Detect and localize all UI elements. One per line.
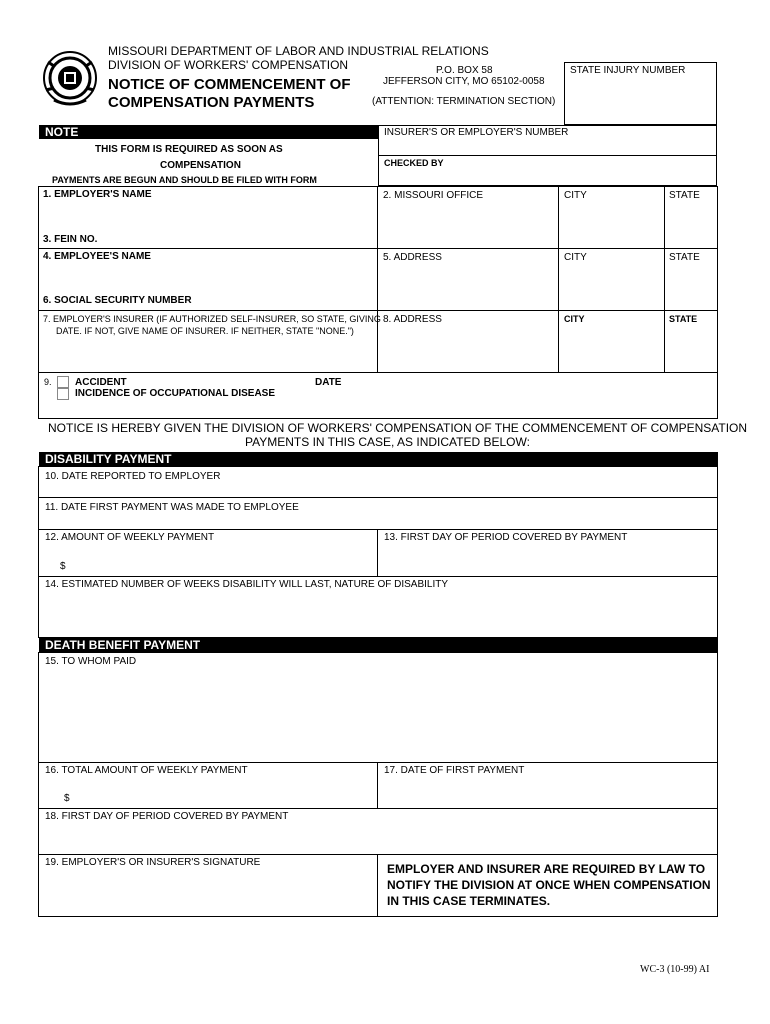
ssn-label: 6. SOCIAL SECURITY NUMBER bbox=[43, 295, 192, 306]
accident-checkbox[interactable] bbox=[57, 376, 69, 388]
checked-by-label: CHECKED BY bbox=[384, 158, 444, 168]
termination-warning-line1: EMPLOYER AND INSURER ARE REQUIRED BY LAW TO bbox=[387, 862, 706, 876]
disability-estimate-field[interactable] bbox=[45, 595, 705, 631]
department-name: MISSOURI DEPARTMENT OF LABOR AND INDUSTRIAL RELATIONS bbox=[108, 44, 489, 58]
insurer-label-line2: DATE. IF NOT, GIVE NAME OF INSURER. IF NEITHER, STATE "NONE.") bbox=[56, 326, 354, 336]
city-zip: JEFFERSON CITY, MO 65102-0058 bbox=[383, 76, 545, 87]
occupational-disease-checkbox[interactable] bbox=[57, 388, 69, 400]
signature-label: 19. EMPLOYER'S OR INSURER'S SIGNATURE bbox=[45, 857, 261, 868]
insurer-address-field[interactable] bbox=[383, 330, 553, 366]
period-first-day-label: 13. FIRST DAY OF PERIOD COVERED BY PAYMENT bbox=[384, 532, 628, 543]
disability-payment-header: DISABILITY PAYMENT bbox=[39, 452, 718, 467]
accident-label: ACCIDENT bbox=[75, 377, 127, 388]
note-line1: THIS FORM IS REQUIRED AS SOON AS bbox=[95, 144, 283, 155]
form-title-line2: COMPENSATION PAYMENTS bbox=[108, 94, 315, 111]
attention-note: (ATTENTION: TERMINATION SECTION) bbox=[372, 96, 556, 107]
employee-state-label: STATE bbox=[669, 252, 700, 263]
missouri-seal-icon bbox=[40, 50, 100, 106]
insurer-state-label: STATE bbox=[669, 314, 698, 324]
employee-address-field[interactable] bbox=[383, 268, 553, 304]
first-payment-label: 17. DATE OF FIRST PAYMENT bbox=[384, 765, 525, 776]
state-injury-number-label: STATE INJURY NUMBER bbox=[570, 65, 686, 76]
division-name: DIVISION OF WORKERS' COMPENSATION bbox=[108, 58, 349, 72]
insurer-field[interactable] bbox=[43, 342, 373, 368]
insurer-label-line1: 7. EMPLOYER'S INSURER (IF AUTHORIZED SELF-INSURER, SO STATE, GIVING bbox=[43, 314, 381, 324]
employee-name-label: 4. EMPLOYEE'S NAME bbox=[43, 251, 151, 262]
insurer-address-label: 8. ADDRESS bbox=[383, 314, 442, 325]
termination-warning-line2: NOTIFY THE DIVISION AT ONCE WHEN COMPENSATION bbox=[387, 878, 711, 892]
total-weekly-payment-field[interactable] bbox=[74, 792, 370, 804]
notice-line2: PAYMENTS IN THIS CASE, AS INDICATED BELOW: bbox=[245, 435, 530, 449]
first-payment-date-label: 11. DATE FIRST PAYMENT WAS MADE TO EMPLOYEE bbox=[45, 502, 299, 513]
termination-warning-line3: IN THIS CASE TERMINATES. bbox=[387, 894, 551, 908]
note-header: NOTE bbox=[39, 125, 378, 139]
date-reported-field[interactable] bbox=[45, 483, 705, 495]
to-whom-paid-label: 15. TO WHOM PAID bbox=[45, 656, 137, 667]
employee-address-label: 5. ADDRESS bbox=[383, 252, 442, 263]
period-first-day-field[interactable] bbox=[384, 548, 704, 568]
weekly-payment-field[interactable] bbox=[70, 560, 370, 572]
death-benefit-header: DEATH BENEFIT PAYMENT bbox=[39, 638, 718, 653]
field-9-date-label: DATE bbox=[315, 377, 342, 388]
date-reported-label: 10. DATE REPORTED TO EMPLOYER bbox=[45, 471, 221, 482]
total-weekly-payment-currency: $ bbox=[64, 793, 70, 804]
missouri-office-label: 2. MISSOURI OFFICE bbox=[383, 190, 484, 201]
first-payment-date-field[interactable] bbox=[45, 514, 705, 526]
fein-label: 3. FEIN NO. bbox=[43, 234, 98, 245]
to-whom-paid-field[interactable] bbox=[45, 672, 705, 754]
form-id: WC-3 (10-99) AI bbox=[640, 964, 710, 975]
office-city-label: CITY bbox=[564, 190, 587, 201]
po-box: P.O. BOX 58 bbox=[436, 65, 493, 76]
weekly-payment-label: 12. AMOUNT OF WEEKLY PAYMENT bbox=[45, 532, 215, 543]
disability-estimate-label: 14. ESTIMATED NUMBER OF WEEKS DISABILITY WILL LAST, NATURE OF DISABILITY bbox=[45, 579, 449, 590]
note-line2: COMPENSATION bbox=[160, 160, 241, 171]
death-period-first-day-field[interactable] bbox=[45, 827, 705, 847]
note-line3: PAYMENTS ARE BEGUN AND SHOULD BE FILED WITH FORM bbox=[52, 175, 317, 185]
total-weekly-payment-label: 16. TOTAL AMOUNT OF WEEKLY PAYMENT bbox=[45, 765, 248, 776]
insurer-number-label: INSURER'S OR EMPLOYER'S NUMBER bbox=[384, 127, 569, 138]
insurer-city-label: CITY bbox=[564, 314, 585, 324]
occupational-disease-label: INCIDENCE OF OCCUPATIONAL DISEASE bbox=[75, 388, 276, 399]
employer-name-label: 1. EMPLOYER'S NAME bbox=[43, 189, 152, 200]
field-9-date-field[interactable] bbox=[350, 376, 550, 390]
notice-line1: NOTICE IS HEREBY GIVEN THE DIVISION OF WORKERS' COMPENSATION OF THE COMMENCEMENT OF COMPENSATION bbox=[48, 421, 748, 435]
first-payment-field[interactable] bbox=[384, 781, 704, 801]
office-state-label: STATE bbox=[669, 190, 700, 201]
signature-field[interactable] bbox=[45, 880, 370, 910]
employer-name-field[interactable] bbox=[43, 205, 373, 231]
missouri-office-field[interactable] bbox=[383, 206, 553, 242]
field-9-number: 9. bbox=[44, 377, 52, 387]
weekly-payment-currency: $ bbox=[60, 561, 66, 572]
death-period-first-day-label: 18. FIRST DAY OF PERIOD COVERED BY PAYMENT bbox=[45, 811, 289, 822]
form-title-line1: NOTICE OF COMMENCEMENT OF bbox=[108, 76, 351, 93]
employee-name-field[interactable] bbox=[43, 267, 373, 293]
employee-city-label: CITY bbox=[564, 252, 587, 263]
